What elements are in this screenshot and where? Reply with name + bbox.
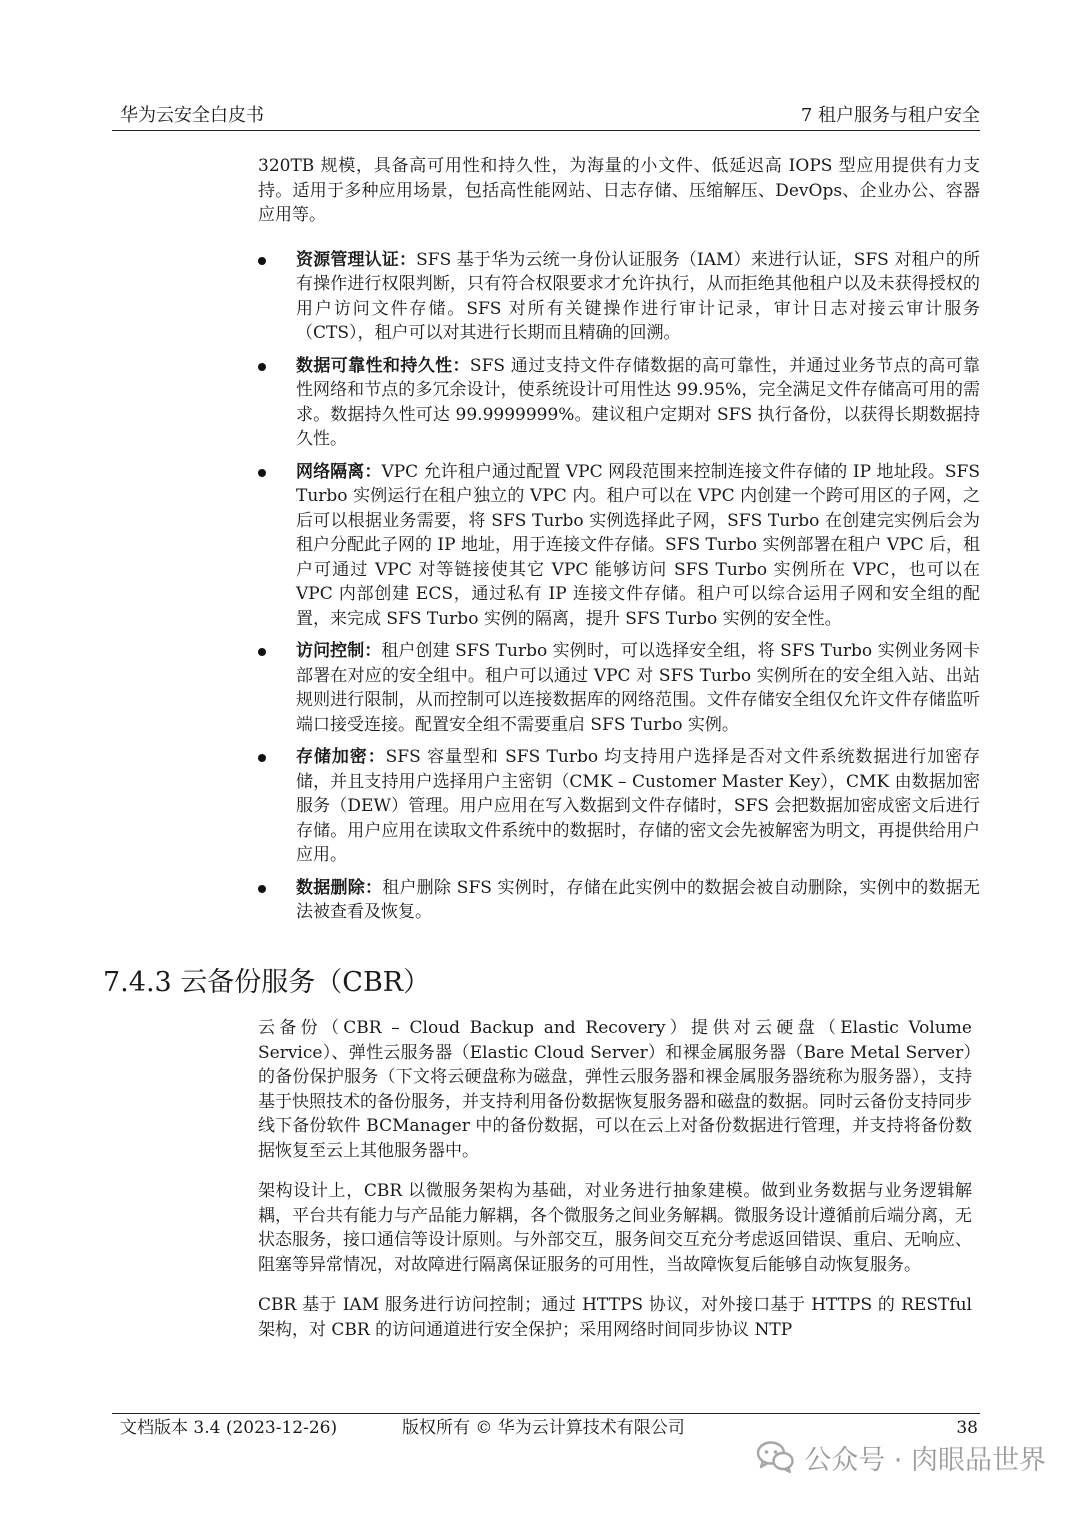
list-item (258, 248, 980, 346)
wechat-icon (756, 1440, 794, 1474)
watermark (756, 1437, 1046, 1477)
list-item (258, 354, 980, 452)
list-item-title: 数据删除： (296, 877, 383, 898)
bullet-dot-icon (258, 885, 266, 893)
list-item-text: SFS 容量型和 SFS Turbo 均支持用户选择是否对文件系统数据进行加密存储，并且支持用户选择用户主密钥（CMK – Customer Master Key），CMK 由数据加密服务（DEW）管理。用户应用在写入数据到文件存储时，SFS 会把数据加密成密文后进行存储。用户应用在读取文件系统中的数据时，存储的密文会先被解密为明文，再提供给用户应用。 (296, 747, 981, 865)
bullet-dot-icon (258, 363, 266, 371)
body-section-cbr (258, 1016, 972, 1358)
bullet-dot-icon (258, 469, 266, 477)
header-doc-title: 华为云安全白皮书 (120, 105, 264, 126)
list-item-text: SFS 基于华为云统一身份认证服务（IAM）来进行认证，SFS 对租户的所有操作进行权限判断，只有符合权限要求才允许执行，从而拒绝其他租户以及未获得授权的用户访问文件存储。SFS 对所有关键操作进行审计记录，审计日志对接云审计服务（CTS），租户可以对其进行长期而且精确的回溯。 (296, 249, 980, 343)
list-item-title: 存储加密： (296, 747, 386, 767)
watermark-text: 公众号 · 肉眼品世界 (804, 1444, 1046, 1476)
list-item (258, 876, 980, 925)
list-item-title: 数据可靠性和持久性： (296, 355, 470, 376)
footer-copyright: 版权所有 © 华为云计算技术有限公司 (402, 1418, 685, 1438)
paragraph: 架构设计上，CBR 以微服务架构为基础，对业务进行抽象建模。做到业务数据与业务逻辑解耦，平台共有能力与产品能力解耦，各个微服务之间业务解耦。微服务设计遵循前后端分离，无状态服务，接口通信等设计原则。与外部交互，服务间交互充分考虑返回错误、重启、无响应、阻塞等异常情况，对故障进行隔离保证服务的可用性，当故障恢复后能够自动恢复服务。 (258, 1181, 972, 1275)
paragraph: 云备份（CBR – Cloud Backup and Recovery）提供对云硬盘（Elastic Volume Service）、弹性云服务器（Elastic Cloud Server）和裸金属服务器（Bare Metal Server）的备份保护服务（下文将云硬盘称为磁盘，弹性云服务器和裸金属服务器统称为服务器），支持基于快照技术的备份服务，并支持利用备份数据恢复服务器和磁盘的数据。同时云备份支持同步线下备份软件 BCManager 中的备份数据，可以在云上对备份数据进行管理，并支持将备份数据恢复至云上其他服务器中。 (258, 1018, 972, 1161)
section-heading: 7.4.3 云备份服务（CBR） (103, 967, 431, 998)
list-item (258, 639, 980, 737)
list-item-title: 资源管理认证： (296, 249, 417, 270)
list-item-text: 租户删除 SFS 实例时，存储在此实例中的数据会被自动删除，实例中的数据无法被查看及恢复。 (296, 877, 980, 922)
list-item (258, 745, 980, 868)
bullet-dot-icon (258, 257, 266, 265)
page-number: 38 (956, 1418, 978, 1438)
header-chapter-title: 7 租户服务与租户安全 (800, 105, 980, 126)
bullet-dot-icon (258, 648, 266, 656)
list-item-title: 访问控制： (296, 641, 382, 661)
body-section-sfs (258, 154, 980, 933)
list-item-text: VPC 允许租户通过配置 VPC 网段范围来控制连接文件存储的 IP 地址段。SFS Turbo 实例运行在租户独立的 VPC 内。租户可以在 VPC 内创建一个跨可用区的子网，之后可以根据业务需要，将 SFS Turbo 实例选择此子网，SFS Turbo 在创建完实例后会为租户分配此子网的 IP 地址，用于连接文件存储。SFS Turbo 实例部署在租户 VPC 后，租户可通过 VPC 对等链接使其它 VPC 能够访问 SFS Turbo 实例所在 VPC，也可以在 VPC 内部创建 ECS，通过私有 IP 连接文件存储。租户可以综合运用子网和安全组的配置，来完成 SFS Turbo 实例的隔离，提升 SFS Turbo 实例的安全性。 (296, 461, 980, 629)
page-header (112, 104, 980, 131)
list-item-text: 租户创建 SFS Turbo 实例时，可以选择安全组，将 SFS Turbo 实例业务网卡部署在对应的安全组中。租户可以通过 VPC 对 SFS Turbo 实例所在的安全组入站、出站规则进行限制，从而控制可以连接数据库的网络范围。文件存储安全组仅允许文件存储监听端口接受连接。配置安全组不需要重启 SFS Turbo 实例。 (296, 641, 980, 735)
list-item (258, 460, 980, 632)
bullet-dot-icon (258, 754, 266, 762)
intro-paragraph: 320TB 规模，具备高可用性和持久性，为海量的小文件、低延迟高 IOPS 型应用提供有力支持。适用于多种应用场景，包括高性能网站、日志存储、压缩解压、DevOps、企业办公、容器应用等。 (258, 156, 980, 225)
list-item-text: SFS 通过支持文件存储数据的高可靠性，并通过业务节点的高可靠性网络和节点的多冗余设计，使系统设计可用性达 99.95%，完全满足文件存储高可用的需求。数据持久性可达 99.9999999%。建议租户定期对 SFS 执行备份，以获得长期数据持久性。 (296, 355, 980, 449)
paragraph: CBR 基于 IAM 服务进行访问控制；通过 HTTPS 协议，对外接口基于 HTTPS 的 RESTful 架构，对 CBR 的访问通道进行安全保护；采用网络时间同步协议 NTP (258, 1295, 972, 1340)
footer-version: 文档版本 3.4 (2023-12-26) (120, 1418, 338, 1438)
feature-list (258, 248, 980, 925)
list-item-title: 网络隔离： (296, 461, 382, 482)
